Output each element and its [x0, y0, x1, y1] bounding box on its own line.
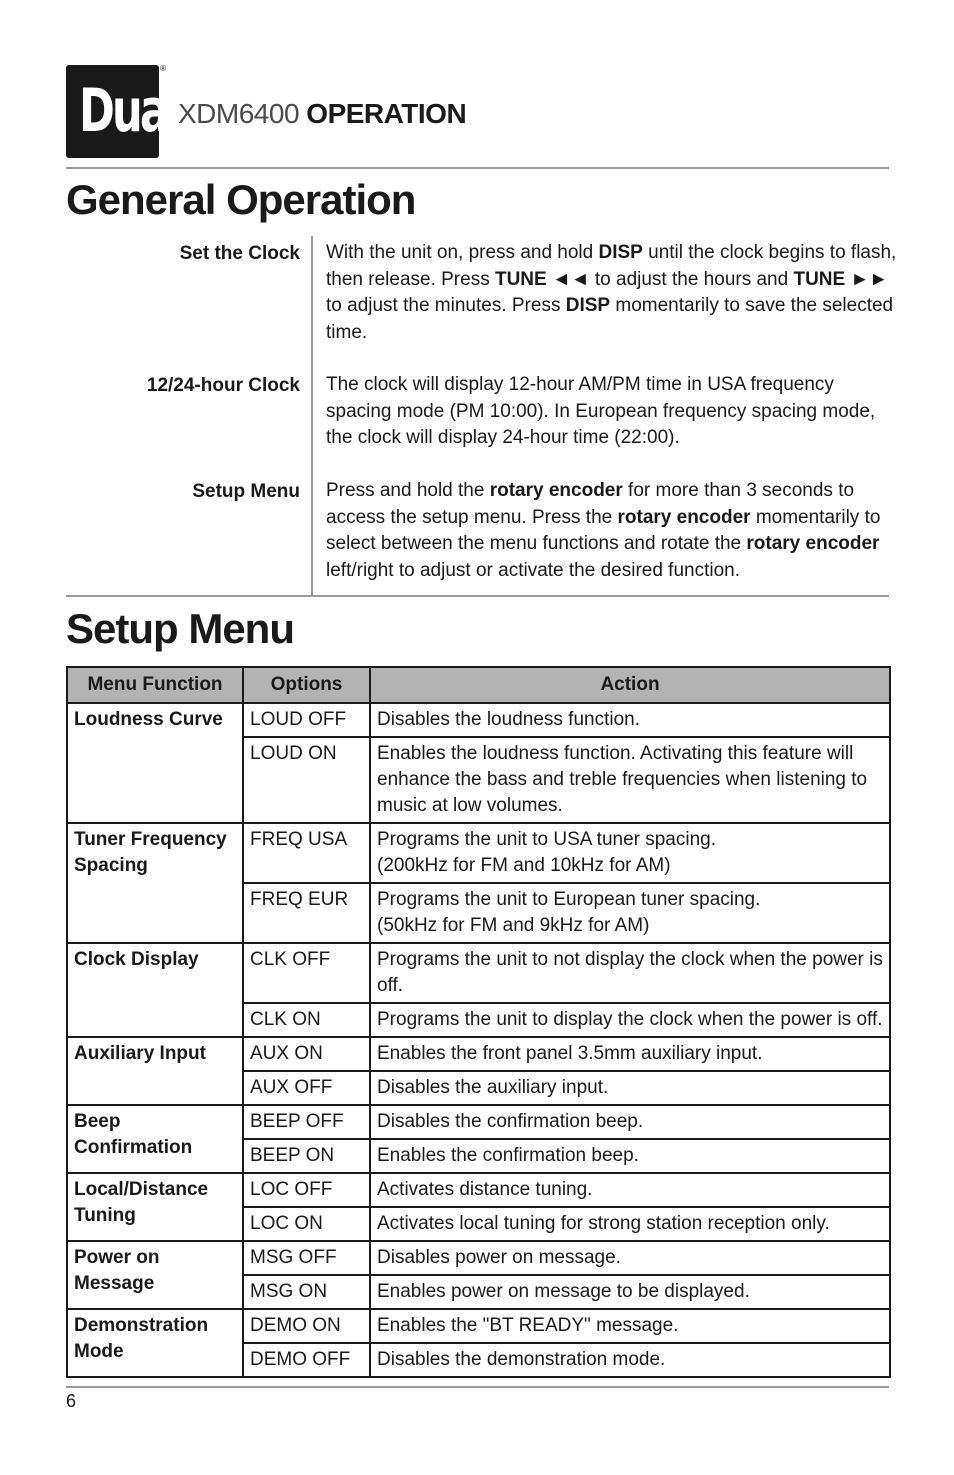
text-run: With the unit on, press and hold [326, 242, 599, 263]
bold-term: rotary encoder [617, 506, 751, 528]
cell-option: BEEP ON [243, 1139, 370, 1173]
table-row [67, 1241, 890, 1275]
page-number: 6 [66, 1391, 77, 1411]
table-row [67, 703, 890, 737]
cell-action: Programs the unit to European tuner spacing. (50kHz for FM and 9kHz for AM) [370, 883, 890, 943]
table-row [67, 823, 890, 883]
section-rule [66, 595, 889, 597]
registered-mark: ® [160, 64, 166, 73]
bold-term: DISP [565, 295, 611, 316]
cell-option: MSG OFF [243, 1241, 370, 1275]
text-run: Press and hold the [326, 480, 490, 501]
cell-option: AUX OFF [243, 1071, 370, 1105]
cell-menu-function: Beep Confirmation [67, 1105, 243, 1173]
column-header-options: Options [243, 667, 370, 703]
cell-menu-function: Local/Distance Tuning [67, 1173, 243, 1241]
table-row [67, 943, 890, 1003]
general-operation-title: General Operation [66, 176, 416, 223]
cell-option: DEMO OFF [243, 1343, 370, 1377]
general-operation-section [66, 236, 896, 595]
cell-option: LOC OFF [243, 1173, 370, 1207]
text-run: momentarily to select between the menu functions and rotate the [326, 506, 881, 554]
text-run: momentarily to save the selected time. [326, 295, 894, 343]
cell-action: Disables the loudness function. [370, 703, 890, 737]
label-set-clock: Set the Clock [179, 243, 300, 264]
cell-action: Activates local tuning for strong station reception only. [370, 1207, 890, 1241]
setup-menu-table [66, 666, 891, 1378]
cell-option: CLK OFF [243, 943, 370, 1003]
bold-term: TUNE ►► [793, 268, 889, 290]
section-name: OPERATION [306, 98, 467, 129]
cell-option: LOC ON [243, 1207, 370, 1241]
cell-option: BEEP OFF [243, 1105, 370, 1139]
cell-action: Programs the unit to display the clock when the power is off. [370, 1003, 890, 1037]
text-run: to adjust the minutes. Press [326, 295, 566, 316]
text-run: until the clock begins to flash, then release. Press [326, 242, 897, 290]
cell-action: Programs the unit to not display the clock when the power is off. [370, 943, 890, 1003]
table-body [67, 703, 890, 1377]
text-run: The clock will display 12-hour AM/PM time in USA frequency spacing mode (PM 10:00). In European frequency spacing mode, the clock will display 24-hour time (22:00). [326, 374, 876, 448]
cell-option: FREQ USA [243, 823, 370, 883]
cell-action: Disables power on message. [370, 1241, 890, 1275]
column-header-menu-function: Menu Function [67, 667, 243, 703]
table-row [67, 1309, 890, 1343]
cell-option: LOUD ON [243, 737, 370, 823]
header-rule [66, 167, 889, 169]
cell-menu-function: Demonstration Mode [67, 1309, 243, 1377]
bold-term: TUNE ◄◄ [494, 268, 590, 290]
cell-action: Enables the loudness function. Activating this feature will enhance the bass and treble frequencies when listening to music at low volumes. [370, 737, 890, 823]
setup-menu-title: Setup Menu [66, 605, 294, 652]
table-row [67, 1105, 890, 1139]
cell-action: Activates distance tuning. [370, 1173, 890, 1207]
cell-option: MSG ON [243, 1275, 370, 1309]
table-row [67, 1173, 890, 1207]
cell-option: CLK ON [243, 1003, 370, 1037]
text-run: left/right to adjust or activate the desired function. [326, 559, 741, 581]
cell-menu-function: Clock Display [67, 943, 243, 1037]
logo-text: Dual [79, 76, 179, 146]
cell-menu-function: Loudness Curve [67, 703, 243, 823]
header-title [178, 98, 466, 130]
cell-menu-function: Power on Message [67, 1241, 243, 1309]
bold-term: DISP [598, 242, 643, 263]
table-row [67, 1037, 890, 1071]
label-12-24-clock: 12/24-hour Clock [146, 375, 300, 396]
cell-action: Enables the "BT READY" message. [370, 1309, 890, 1343]
cell-option: AUX ON [243, 1037, 370, 1071]
cell-action: Programs the unit to USA tuner spacing. (200kHz for FM and 10kHz for AM) [370, 823, 890, 883]
cell-action: Disables the confirmation beep. [370, 1105, 890, 1139]
cell-menu-function: Auxiliary Input [67, 1037, 243, 1105]
bold-term: rotary encoder [489, 480, 623, 501]
desc-set-clock [326, 240, 901, 346]
cell-option: LOUD OFF [243, 703, 370, 737]
cell-action: Enables power on message to be displayed. [370, 1275, 890, 1309]
cell-option: FREQ EUR [243, 883, 370, 943]
text-run: to adjust the hours and [589, 268, 794, 290]
text-run: for more than 3 seconds to access the setup menu. Press the [326, 480, 855, 528]
cell-action: Enables the front panel 3.5mm auxiliary input. [370, 1037, 890, 1071]
cell-action: Enables the confirmation beep. [370, 1139, 890, 1173]
section-divider [311, 236, 313, 595]
column-header-action: Action [370, 667, 890, 703]
cell-option: DEMO ON [243, 1309, 370, 1343]
dual-logo [66, 65, 179, 158]
table-header-row [67, 667, 890, 703]
cell-action: Disables the auxiliary input. [370, 1071, 890, 1105]
desc-setup-menu [326, 478, 901, 584]
cell-menu-function: Tuner Frequency Spacing [67, 823, 243, 943]
model-name: XDM6400 [178, 98, 300, 129]
bold-term: rotary encoder [746, 533, 880, 554]
cell-action: Disables the demonstration mode. [370, 1343, 890, 1377]
footer-rule [66, 1386, 889, 1388]
desc-12-24-clock [326, 372, 901, 452]
label-setup-menu: Setup Menu [192, 481, 300, 502]
